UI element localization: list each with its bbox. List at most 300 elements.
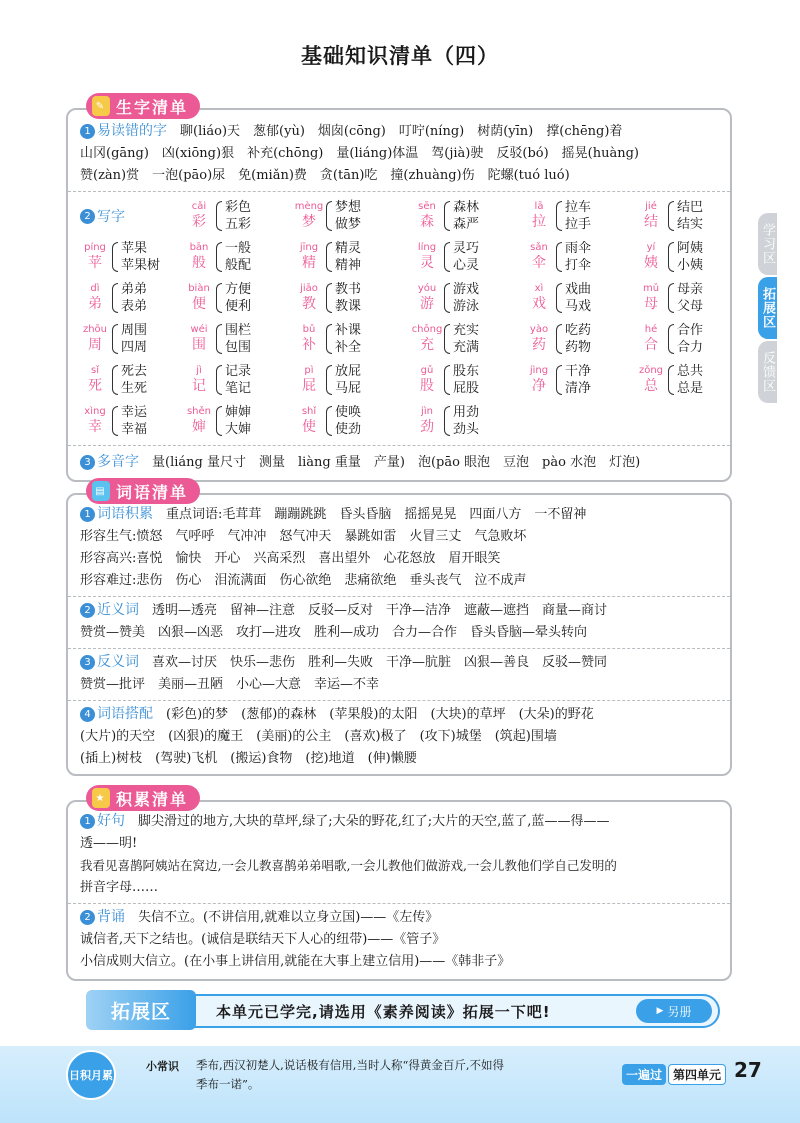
footer-brand [622,1064,726,1085]
collocations-line-2: (大片)的天空 (凶狠)的魔王 (美丽)的公主 (喜欢)极了 (攻下)城堡 (筑起)围墙 [80,729,557,744]
char-word-2: 合力 [677,340,704,355]
char-pinyin-group [636,201,666,231]
char-word-1: 周围 [121,323,148,338]
char-pinyin-group [524,242,554,272]
accumulate-block [68,495,730,597]
writing-char-item [80,360,184,400]
char-word-2: 补全 [335,340,362,355]
char-words [453,322,479,356]
char-glyph: 灵 [420,255,434,271]
recite-line-2: 诚信者,天下之结也。(诚信是联结天下人心的纽带)——《管子》 [80,932,446,947]
char-words [677,199,703,233]
char-pinyin-group [636,242,666,272]
brace-icon [556,242,562,272]
char-word-2: 马戏 [565,299,592,314]
brace-icon [668,242,674,272]
writing-char-item [636,319,734,359]
char-word-2: 使劲 [335,422,362,437]
char-pinyin-group [524,201,554,231]
char-pinyin: bān [189,242,209,253]
char-pinyin-group [294,201,324,231]
char-pinyin: lā [534,201,544,212]
brand-name: 一遍过 [622,1064,666,1085]
char-pinyin: mǔ [642,283,660,294]
writing-char-item [636,278,734,318]
tip-line-1: 季布,西汉初楚人,说话极有信用,当时人称“得黄金百斤,不如得 [196,1058,504,1072]
brace-icon [444,242,450,272]
char-pinyin: dì [90,283,100,294]
char-words [565,240,591,274]
tip-line-2: 季布一诺”。 [196,1077,260,1091]
daily-badge: 日积月累 [66,1050,116,1100]
char-glyph: 充 [420,337,434,353]
char-glyph: 劲 [420,419,434,435]
writing-char-item [636,360,734,400]
writing-char-item [184,237,294,277]
char-words [677,322,703,356]
char-pinyin: shěn [186,406,212,417]
char-glyph: 净 [532,378,546,394]
brace-icon [216,324,222,354]
char-word-2: 药物 [565,340,592,355]
char-pinyin-group [294,242,324,272]
char-pinyin-group [412,406,442,436]
brace-icon [668,201,674,231]
char-word-1: 死去 [121,364,148,379]
antonyms-label: 反义词 [97,654,139,670]
brace-icon [112,324,118,354]
char-word-2: 苹果树 [121,258,161,273]
char-word-1: 婶婶 [225,405,252,420]
writing-char-item [294,401,412,441]
brace-icon [216,406,222,436]
writing-label: 写字 [97,209,125,225]
brace-icon [326,324,332,354]
writing-char-item [412,360,524,400]
char-word-1: 母亲 [677,282,704,297]
char-word-1: 充实 [453,323,480,338]
char-word-2: 教课 [335,299,362,314]
char-words [335,240,361,274]
page-title: 基础知识清单（四） [301,44,499,68]
sentences-label: 好句 [97,813,125,829]
char-words [677,363,703,397]
char-pinyin-group [294,324,324,354]
antonyms-block [68,649,730,701]
char-word-1: 干净 [565,364,592,379]
brace-icon [556,365,562,395]
char-word-1: 用劲 [453,405,480,420]
char-word-1: 森林 [453,200,480,215]
recite-label: 背诵 [97,909,125,925]
antonyms-text-1: 喜欢—讨厌 快乐—悲伤 胜利—失败 干净—肮脏 凶狠—善良 反驳—赞同 [152,655,608,670]
writing-char-item [294,360,412,400]
unit-name: 第四单元 [668,1064,726,1085]
brace-icon [668,283,674,313]
synonyms-text-1: 透明—透亮 留神—注意 反驳—反对 干净—洁净 遮蔽—遮挡 商量—商讨 [152,603,608,618]
char-word-1: 教书 [335,282,362,297]
char-word-2: 精神 [335,258,362,273]
tip-text [196,1056,616,1094]
char-pinyin: jiāo [300,283,318,294]
char-pinyin: mèng [294,201,324,212]
recite-text-1: 失信不立。(不讲信用,就难以立身立国)——《左传》 [138,910,439,925]
char-pinyin-group [524,324,554,354]
accumulate-text-1: 重点词语:毛茸茸 蹦蹦跳跳 昏头昏脑 摇摇晃晃 四面八方 一不留神 [166,507,587,522]
char-word-1: 股东 [453,364,480,379]
char-word-2: 大婶 [225,422,252,437]
writing-char-item [294,196,412,236]
side-tabs [758,213,800,405]
char-glyph: 合 [644,337,658,353]
char-glyph: 伞 [532,255,546,271]
char-pinyin: jié [645,201,657,212]
char-words [225,240,251,274]
char-words [121,363,147,397]
char-pinyin: bǔ [302,324,316,335]
char-pinyin-group [184,201,214,231]
char-glyph: 梦 [302,214,316,230]
char-pinyin: yí [646,242,656,253]
char-pinyin: hé [644,324,658,335]
char-glyph: 姨 [644,255,658,271]
collocations-block [68,701,730,774]
char-pinyin: jīng [299,242,319,253]
star-icon: ★ [92,788,110,808]
sentences-text-1: 脚尖滑过的地方,大块的草坪,绿了;大朵的野花,红了;大片的天空,蓝了,蓝——得—— [138,814,610,829]
char-words [565,322,591,356]
writing-char-item [412,237,524,277]
char-words [453,404,479,438]
synonyms-block [68,597,730,649]
char-word-1: 幸运 [121,405,148,420]
writing-grid [68,192,730,446]
char-glyph: 记 [192,378,206,394]
collocations-text-1: (彩色)的梦 (葱郁)的森林 (苹果般)的太阳 (大块)的草坪 (大朵)的野花 [166,707,594,722]
char-words [565,199,591,233]
char-word-2: 四周 [121,340,148,355]
writing-char-item [636,196,734,236]
writing-char-item [80,401,184,441]
accumulate-line-2: 形容生气:愤怒 气呼呼 气冲冲 怒气冲天 暴跳如雷 火冒三丈 气急败坏 [80,529,527,544]
section-chars [66,97,732,482]
char-word-1: 总共 [677,364,704,379]
section-accum-title: 积累清单 [116,789,189,809]
char-pinyin-group [412,324,442,354]
section-words-title: 词语清单 [116,482,189,502]
accumulate-line-1 [80,503,718,526]
char-words [335,199,361,233]
brace-icon [444,406,450,436]
char-word-2: 总是 [677,381,704,396]
char-pinyin: jì [196,365,202,376]
polyphone-label: 多音字 [97,454,139,470]
char-glyph: 精 [302,255,316,271]
polyphone-block [68,446,730,480]
char-words [453,363,479,397]
number-badge: 3 [80,655,95,670]
char-pinyin: sēn [418,201,436,212]
easy-wrong-line-3: 赞(zàn)赏 一泡(pāo)尿 免(miǎn)费 贪(tān)吃 撞(zhuàng)伤 陀螺(tuó luó) [80,168,570,183]
char-pinyin-group [636,324,666,354]
char-pinyin-group [412,201,442,231]
char-word-1: 合作 [677,323,704,338]
char-pinyin-group [524,365,554,395]
easy-wrong-text-1: 聊(liáo)天 葱郁(yù) 烟囱(cōng) 叮咛(níng) 树荫(yīn) 撑(chēng)着 [180,124,623,139]
brace-icon [216,201,222,231]
synonyms-label: 近义词 [97,602,139,618]
char-words [225,281,251,315]
char-glyph: 彩 [192,214,206,230]
writing-char-item [184,196,294,236]
tip-label: 小常识 [146,1060,179,1073]
char-word-2: 游泳 [453,299,480,314]
char-word-2: 五彩 [225,217,252,232]
sentences-line-4: 拼音字母…… [80,880,159,895]
brace-icon [112,242,118,272]
char-pinyin: jìn [421,406,433,417]
char-glyph: 幸 [88,419,102,435]
char-words [565,281,591,315]
char-word-2: 生死 [121,381,148,396]
char-glyph: 戏 [532,296,546,312]
char-word-1: 弟弟 [121,282,148,297]
char-glyph: 弟 [88,296,102,312]
char-glyph: 游 [420,296,434,312]
char-glyph: 死 [88,378,102,394]
collocations-line-1 [80,703,718,726]
tab-study[interactable]: 学习区 [758,213,777,275]
char-pinyin: cǎi [191,201,207,212]
char-words [453,240,479,274]
char-glyph: 总 [644,378,658,394]
char-words [225,199,251,233]
char-pinyin-group [184,365,214,395]
writing-char-item [524,237,636,277]
brace-icon [112,283,118,313]
antonyms-line-1 [80,651,718,674]
char-word-2: 表弟 [121,299,148,314]
char-word-1: 使唤 [335,405,362,420]
char-word-2: 森严 [453,217,480,232]
char-glyph: 拉 [532,214,546,230]
char-word-1: 一般 [225,241,252,256]
char-words [121,240,160,274]
char-pinyin: zǒng [638,365,664,376]
book-icon: ▤ [92,481,110,501]
char-pinyin: shǐ [301,406,317,417]
char-word-1: 结巴 [677,200,704,215]
brace-icon [444,365,450,395]
char-words [453,199,479,233]
brace-icon [444,324,450,354]
sentences-line-1 [80,810,718,833]
char-word-2: 幸福 [121,422,148,437]
banner-text: 本单元已学完,请选用《素养阅读》拓展一下吧! [216,1003,551,1021]
char-pinyin: xìng [84,406,106,417]
char-word-2: 拉手 [565,217,592,232]
sentences-line-2: 透——明! [80,836,138,851]
brace-icon [668,324,674,354]
char-word-2: 心灵 [453,258,480,273]
char-words [335,281,361,315]
char-pinyin: píng [84,242,106,253]
char-pinyin-group [412,283,442,313]
char-pinyin: zhōu [82,324,108,335]
brace-icon [216,242,222,272]
char-glyph: 周 [88,337,102,353]
char-glyph: 婶 [192,419,206,435]
writing-char-item [80,319,184,359]
number-badge: 3 [80,455,95,470]
char-pinyin-group [80,406,110,436]
writing-char-item [184,319,294,359]
writing-char-item [412,196,524,236]
writing-char-item [184,360,294,400]
char-words [121,281,147,315]
char-word-2: 做梦 [335,217,362,232]
char-word-2: 劲头 [453,422,480,437]
char-words [225,322,251,356]
easy-wrong-label: 易读错的字 [97,123,167,139]
char-pinyin: jìng [529,365,549,376]
char-glyph: 使 [302,419,316,435]
char-word-2: 结实 [677,217,704,232]
number-badge: 1 [80,507,95,522]
char-words [677,240,703,274]
char-pinyin-group [636,365,666,395]
char-pinyin: pì [304,365,314,376]
brace-icon [556,201,562,231]
char-pinyin-group [294,283,324,313]
recite-line-3: 小信成则大信立。(在小事上讲信用,就能在大事上建立信用)——《韩非子》 [80,954,511,969]
char-glyph: 股 [420,378,434,394]
char-glyph: 森 [420,214,434,230]
brace-icon [326,283,332,313]
char-pinyin: wéi [190,324,208,335]
char-pinyin: yóu [417,283,437,294]
char-words [565,363,591,397]
char-words [677,281,703,315]
brace-icon [326,365,332,395]
char-word-2: 屁股 [453,381,480,396]
char-pinyin: yào [529,324,549,335]
char-glyph: 屁 [302,378,316,394]
brace-icon [556,324,562,354]
char-words [335,404,361,438]
char-pinyin: gǔ [420,365,434,376]
char-pinyin: sǎn [530,242,548,253]
brace-icon [326,201,332,231]
char-word-2: 小姨 [677,258,704,273]
char-word-2: 笔记 [225,381,252,396]
char-word-1: 彩色 [225,200,252,215]
writing-char-item [80,278,184,318]
polyphone-line [80,451,718,474]
polyphone-text: 量(liáng 量尺寸 测量 liàng 重量 产量) 泡(pāo 眼泡 豆泡 pào 水泡 灯泡) [152,455,641,470]
brace-icon [444,201,450,231]
page-number: 27 [734,1058,762,1082]
writing-char-item [636,237,734,277]
brace-icon [326,406,332,436]
writing-char-item [184,278,294,318]
char-glyph: 苹 [88,255,102,271]
section-chars-header [86,93,200,119]
char-pinyin-group [80,242,110,272]
writing-char-item [524,278,636,318]
char-glyph: 母 [644,296,658,312]
other-book-button[interactable] [636,999,712,1023]
tab-feedback[interactable]: 反馈区 [758,341,777,403]
brace-icon [326,242,332,272]
tab-extend[interactable]: 拓展区 [758,277,777,339]
char-pinyin: biàn [188,283,210,294]
easy-wrong-block [68,110,730,192]
sentences-block [68,802,730,904]
char-word-1: 阿姨 [677,241,704,256]
char-glyph: 便 [192,296,206,312]
char-word-2: 般配 [225,258,252,273]
footer [0,1046,800,1123]
char-word-1: 放屁 [335,364,362,379]
pencil-icon: ✎ [92,96,110,116]
char-glyph: 教 [302,296,316,312]
char-words [335,322,361,356]
section-accum [66,789,732,981]
char-word-1: 雨伞 [565,241,592,256]
char-pinyin-group [294,406,324,436]
brace-icon [668,365,674,395]
char-word-1: 游戏 [453,282,480,297]
char-word-1: 苹果 [121,241,148,256]
section-words-header [86,478,200,504]
section-accum-header [86,785,200,811]
char-word-1: 戏曲 [565,282,592,297]
number-badge: 2 [80,603,95,618]
collocations-line-3: (插上)树枝 (驾驶)飞机 (搬运)食物 (挖)地道 (伸)懒腰 [80,751,417,766]
char-words [453,281,479,315]
char-word-2: 父母 [677,299,704,314]
easy-wrong-line-1 [80,120,718,143]
char-pinyin-group [184,283,214,313]
char-glyph: 围 [192,337,206,353]
writing-char-item [184,401,294,441]
accumulate-line-3: 形容高兴:喜悦 愉快 开心 兴高采烈 喜出望外 心花怒放 眉开眼笑 [80,551,501,566]
char-pinyin-group [184,324,214,354]
char-pinyin: sǐ [91,365,99,376]
char-words [225,404,251,438]
char-word-2: 便利 [225,299,252,314]
writing-char-item [80,237,184,277]
char-pinyin-group [80,365,110,395]
brace-icon [112,365,118,395]
char-word-2: 包围 [225,340,252,355]
writing-char-item [412,401,524,441]
char-words [335,363,361,397]
number-badge: 2 [80,910,95,925]
writing-char-item [412,319,524,359]
accumulate-line-4: 形容难过:悲伤 伤心 泪流满面 伤心欲绝 悲痛欲绝 垂头丧气 泣不成声 [80,573,527,588]
brace-icon [556,283,562,313]
char-word-1: 灵巧 [453,241,480,256]
char-pinyin: xì [534,283,544,294]
writing-char-item [524,319,636,359]
char-pinyin-group [412,365,442,395]
writing-char-item [524,196,636,236]
char-word-1: 补课 [335,323,362,338]
char-word-2: 清净 [565,381,592,396]
char-pinyin-group [184,242,214,272]
